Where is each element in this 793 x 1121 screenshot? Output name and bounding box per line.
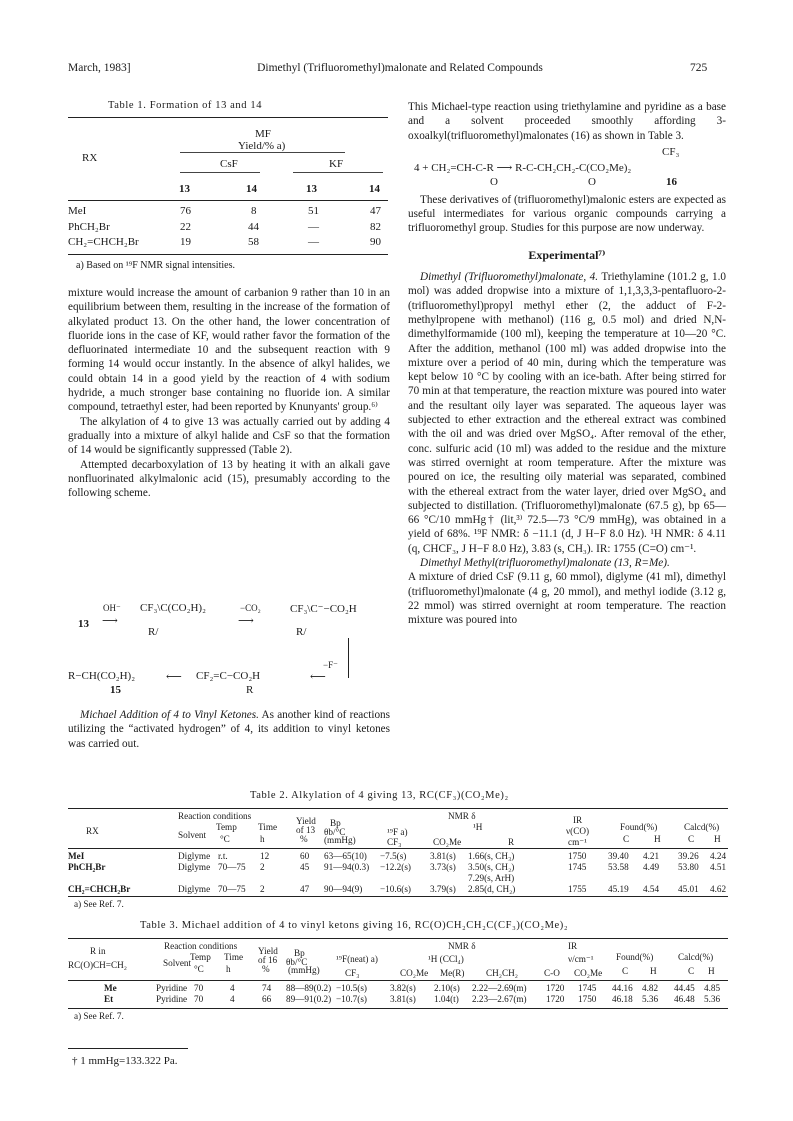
paragraph: These derivatives of (trifluoromethyl)malonic esters are expected as useful intermediates for various organic compounds carrying a trifluoromethyl group. Studies for this purpose are now underway. [408,193,726,235]
table-row: PhCH₂Br 22 44 — 82 [68,220,381,233]
table-row: PhCH₂Br Diglyme 70—75 2 45 91—94(0.3) −12.2(s) 3.73(s) 3.50(s, CH₂) 1745 53.58 4.49 53.80 4.51 [68,862,727,872]
table-row: Et Pyridine 70 4 66 89—91(0.2) −10.7(s) 3.81(s) 1.04(t) 2.23—2.67(m) 1720 1750 46.18 5.36 46.48 5.36 [104,994,721,1004]
table-row: CH₂=CHCH₂Br Diglyme 70—75 2 47 90—94(9) −10.6(s) 3.79(s) 2.85(d, CH₂) 1755 45.19 4.54 45.01 4.62 [68,884,727,894]
table1-kf: KF [329,158,344,170]
paragraph: mixture would increase the amount of carbanion 9 rather than 10 in an equilibrium between them, resulting in the increase of the formation of alkylated product 13. On the other hand, the lower concentration of fluoride ions in the case of KF, would rather favor the formation of the defluorinated intermediate 10 and the subsequent reaction with 9 forming 14 would occur instantly. In the absence of alkyl halides, we could obtain 14 in a good yield by the reaction of 4 with sodium hydride, a much stronger base containing no fluoride ion. A similar compound, tetraethyl ester, had been reported by Knunyants' group.⁶⁾ [68,287,390,414]
t1-sub-14a: 14 [246,183,257,195]
table1-yield: Yield/% a) [238,140,286,152]
subheading: Dimethyl Methyl(trifluoromethyl)malonate (13, R=Me). [420,557,670,570]
subheading: Dimethyl (Trifluoromethyl)malonate, 4. [420,271,599,284]
paragraph: The alkylation of 4 to give 13 was actually carried out by adding 4 gradually into a mixture of alkyl halide and CsF so that the formation of 14 would be significantly suppressed (Table 2). [68,415,390,457]
decarboxylation-scheme: 13 OH⁻ ⟶ CF₃\C(CO₂H)₂ R/ −CO₂ ⟶ CF₃\C⁻−CO₂H R/ −F⁻ R−CH(CO₂H)₂ ⟵ CF₂=C−CO₂H ⟵ R 15 [68,602,357,696]
page-number: 725 [690,62,708,74]
paragraph: This Michael-type reaction using triethylamine and pyridine as a base and a solvent proceeded smoothly affording 3-oxoalkyl(trifluoromethyl)malonates (16) as shown in Table 3. [408,101,726,142]
table1-footnote: a) Based on ¹⁹F NMR signal intensities. [76,260,235,271]
table1-caption: Table 1. Formation of 13 and 14 [108,100,263,111]
t1-sub-14b: 14 [369,183,380,195]
table1-mf: MF [255,128,271,140]
table2: Reaction conditions NMR δ IR Yield Bp RX Solvent Temp Time of 13 θb/°C ¹⁹F a) ¹H ν(CO) Found(%) Calcd(%) °C h % (mmHg) CF₃ CO₂Me R cm⁻¹ C H C H MeI Diglyme r.t. 12 60 63—65(10) −7.5(s) 3.81(s) 1.66(s, CH₃) 1750 39.40 4.21 39.26 4.24 PhCH₂Br Diglyme 70—75 2 45 91—94(0.3) −12.2(s) 3.73(s) 3.50(s, CH₂) 1745 53.58 4.49 53.80 4.51 7.29(s, ArH) CH₂=CHCH₂Br Diglyme 70—75 2 47 90—94(9) −10.6(s) 3.79(s) 2.85(d, CH₂) 1755 45.19 4.54 45.01 4.62 a) See Ref. 7. [68,811,727,909]
subheading: Michael Addition of 4 to Vinyl Ketones. [80,709,259,721]
table1 [68,120,388,260]
michael-equation: CF₃ 4 + CH₂=CH-C-R ⟶ R-C-CH₂CH₂-C(CO₂Me)₂ O O 16 [414,145,680,188]
table2-footnote: a) See Ref. 7. [74,899,124,909]
table1-rows [68,204,388,251]
table1-csf: CsF [220,158,238,170]
table2-cell: 7.29(s, ArH) [468,873,515,883]
experimental-heading: Experimental⁷⁾ [528,247,606,262]
left-column-text [68,286,390,500]
paragraph: Attempted decarboxylation of 13 by heating it with an alkali gave nonfluorinated alkylmalonic acid (15), presumably according to the following scheme. [68,458,390,500]
running-header-date: March, 1983] [68,62,131,74]
michael-addition-paragraph: Michael Addition of 4 to Vinyl Ketones. As another kind of reactions utilizing the “activated hydrogen” of 4, its addition to vinyl ketones was carried out. [68,709,390,750]
t1-sub-13b: 13 [306,183,317,195]
table3-footnote: a) See Ref. 7. [74,1011,124,1021]
table3-body [68,983,728,1005]
table-row: Me Pyridine 70 4 74 88—89(0.2) −10.5(s) 3.82(s) 2.10(s) 2.22—2.69(m) 1720 1745 44.16 4.82 44.45 4.85 [104,983,721,993]
t1-sub-13a: 13 [179,183,190,195]
page-footnote: † 1 mmHg=133.322 Pa. [72,1055,178,1067]
running-header-title: Dimethyl (Trifluoromethyl)malonate and Related Compounds [257,62,543,74]
table1-rx: RX [82,152,98,164]
table2-body [68,851,728,895]
table2-caption: Table 2. Alkylation of 4 giving 13, RC(CF₃)(CO₂Me)₂ [250,790,509,801]
right-column-text: This Michael-type reaction using triethylamine and pyridine as a base and a solvent proceeded smoothly affording 3-oxoalkyl(trifluoromethyl)malonates (16) as shown in Table 3. CF₃ 4 + CH₂=CH-C-R ⟶ R-C-CH₂CH₂-C(CO₂Me)₂ O O 16 These derivatives of (trifluoromethyl)malonic esters are expected as useful intermediates for various organic compounds carrying a trifluoromethyl group. Studies for this purpose are now underway. Experimental⁷⁾ Dimethyl (Trifluoromethyl)malonate, 4. Triethylamine (101.2 g, 1.0 mol) was added dropwise into a mixture of 1,1,3,3,3-pentafluoro-2-(trifluoromethyl)propyl methyl ether (2, the adduct of F-2-methylpropene with methanol) (116 g, 0.5 mol) and dried N,N-dimethylformamide (100 ml), keeping the temperature at 10—20 °C. After the addition, methanol (100 ml) was added dropwise into the mixture over a period of 40 min, during which the temperature was kept below 10 °C by cooling with an ice-bath. After being stirred for 70 min at that temperature, the reaction mixture was poured into water and the resultant oily layer was separated. The aqueous layer was subjected to ether extraction and the ethereal extract was combined with the oil and was dried over MgSO₄. After removal of the ether, conc. sulfuric acid (10 ml) was added to the residue and the mixture was stirred overnight at room temperature. After the mixture was poured on ice, the resulting oily material was separated, combined with the ethereal extract from the water layer, dried over MgSO₄ and subjected to distillation. (Trifluoromethyl)malonate (67.5 g), bp 65—66 °C/10 mmHg† (lit,³⁾ 72.5—73 °C/9 mmHg), was obtained in a yield of 68%. ¹⁹F NMR: δ −11.1 (d, J H−F 8.0 Hz). ¹H NMR: δ 4.11 (q, CHCF₃, J H−F 8.0 Hz), 3.83 (s, CH₃). IR: 1755 (C=O) cm⁻¹. Dimethyl Methyl(trifluoromethyl)malonate (13, R=Me). A mixture of dried CsF (9.11 g, 60 mmol), diglyme (41 ml), dimethyl (trifluoromethyl)malonate (4 g, 20 mmol), and methyl iodide (3.12 g, 22 mmol) was stirred overnight at room temperature. The reaction mixture was poured into [408,101,726,627]
table-row: MeI Diglyme r.t. 12 60 63—65(10) −7.5(s) 3.81(s) 1.66(s, CH₃) 1750 39.40 4.21 39.26 4.24 [68,851,727,861]
table3: Reaction conditions NMR δ IR R in Yield Bp Solvent Temp Time of 16 θb/°C ¹⁹F(neat) a) ¹H (CCl₄) ν/cm⁻¹ Found(%) Calcd(%) RC(O)CH=CH₂ °C h % (mmHg) CF₃ CO₂Me Me(R) CH₂CH₂ C-O CO₂Me C H C H Me Pyridine 70 4 74 88—89(0.2) −10.5(s) 3.82(s) 2.10(s) 2.22—2.69(m) 1720 1745 44.16 4.82 44.45 4.85 Et Pyridine 70 4 66 89—91(0.2) −10.7(s) 3.81(s) 1.04(t) 2.23—2.67(m) 1720 1750 46.18 5.36 46.48 5.36 a) See Ref. 7. [68,940,728,1030]
table3-caption: Table 3. Michael addition of 4 to vinyl ketons giving 16, RC(O)CH₂CH₂C(CF₃)(CO₂Me)₂ [140,920,569,931]
table-row: MeI 76 8 51 47 [68,205,381,217]
table-row: CH₂=CHCH₂Br 19 58 — 90 [68,236,381,248]
